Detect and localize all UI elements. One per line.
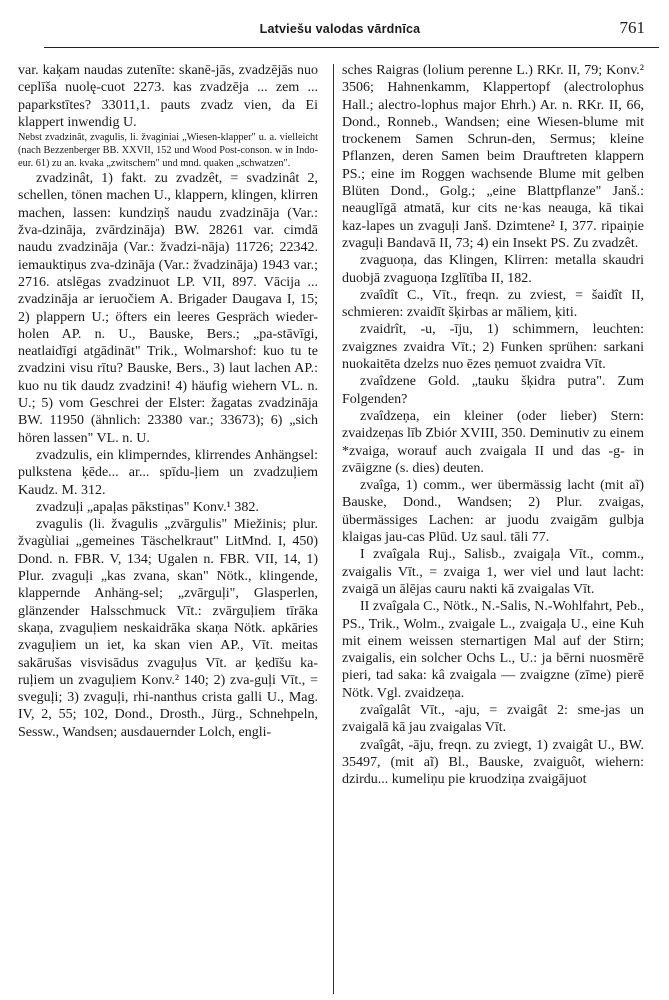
entry-paragraph: zvagulis (li. žvagulis „zvārgulis" Miežinis; plur. žvagùliai „gemeines Täschelkraut" LitMnd. I, 450) Dond. n. FBR. V, 134; Ugalen n. FBR. VII, 14, 1) Plur. zvaguļi „kas zvana, skan" Nötk., klingende, klappernde Anhäng-sel; „zvārguļi", Glasperlen, glänzender Halsschmuck Vīt.: zvārguļiem tīrāka skaņa, zvaguļiem neskaidrāka skaņa Nötk. apkāries zvaguļiem un iet, ka skan vien AP., Vīt. meitas sakārušas visvisādus zvaguļus Vīt. ar ķedīšu ka-ruļiem un zvaguļiem Konv.² 140; 2) zva-guļi Vīt., = sveguļi; 3) zvaguļi, rhi-nanthus crista galli U., Mag. IV, 2, 55; 102, Dond., Drosth., Jürg., Schnehpeln, Sessw., Wandsen; ausdauernder Lolch, engli- — [18, 517, 318, 740]
entry-paragraph: zvaîgalât Vīt., -aju, = zvaigât 2: sme-jas un zvaigalā kā jau zvaigalas Vīt. — [342, 702, 644, 736]
etymology-note: Nebst zvadzinât, zvagulis, li. žvaginiai „Wiesen-klapper" u. a. vielleicht (nach Bezzenberger BB. XXVII, 152 und Wood Post-conson. w in Indo-eur. 61) zu an. kvaka „zwitschern" und mnd. quaken „schwatzen". — [18, 132, 318, 170]
entry-paragraph: zvadzuļi „apaļas pākstiņas" Konv.¹ 382. — [36, 499, 259, 515]
entry-paragraph: II zvaîgala C., Nötk., N.-Salis, N.-Wohlfahrt, Peb., PS., Trik., Wolm., zvaigale L., zvaigaļa U., eine Kuh mit einem weissen sternartigen Mal auf der Stirn; zvaigalis, ein solcher Ochs L., U.: ja bērni nuosmērē pieri, tad saka: kâ zvaigala — zvaigzne (zīme) pierē Nötk. Vgl. zvaidzeņa. — [342, 599, 644, 701]
entry-paragraph: zvadzinât, 1) fakt. zu zvadzêt, = svadzinât 2, schellen, tönen machen U., klappern, klingen, klirren machen, lassen: kundziņš naudu zvadzināja (Var.: žva-dzināja, zvārdzināja) BW. 28261 var. cimdā naudu zvadzināja (Var.: žvadzi-nāja) 11726; 22342. iemauktiņus zva-dzināja (Var.: žvadzināja) 1943 var.; 2716. atslēgas zvadzinuot LP. VII, 897. Vācija ... zvadzināja ar ieruočiem A. Brigader Daugava I, 15; 2) plappern U.; öfters ein leeres Gespräch wieder-holen AP. n. U., Bauske, Bers.; „pa-stāvīgi, neatlaidīgi atgādināt" Trik., Wolmarshof: kuo tu te zvadzini visu rītu? Bauske, Bers., 3) laut lachen AP.: kuo nu tik daudz zvadzini! 4) häufig wiehern VL. n. U.; 5) vom Geschrei der Elster: žagatas zvadzināja BW. 11950 (ähnlich: 23380 var.; 33673); 6) „sich hören lassen" VL. n. U. — [18, 171, 318, 446]
page-number: 761 — [619, 18, 645, 37]
entry-paragraph: sches Raigras (lolium perenne L.) RKr. II, 79; Konv.² 3506; Hahnenkamm, Klappertopf (alectrolophus Hall.; alectro-lophus major Ehrh.) Ar. n. RKr. II, 66, Dond., Ronneb., Wandsen; eine Wiesen-blume mit trockenem Samen Schrun-den, Sermus; kleine Pflanzen, deren Samen beim Drauftreten klappern PS.; eine im Roggen wachsende Blume mit gelben Blüten Dond., Golg.; „eine Blattpflanze" Janš.: neauglīgā atmatā, kur cits ne·kas neauga, kā tikai kaz-lapes un zvaguļi Janš. Dzimtene² I, 377. ripaiņie zvaguļi Bandavā II, 73; 4) ein Insekt PS. Zu zvadzêt. — [342, 63, 644, 251]
entry-paragraph: I zvaîgala Ruj., Salisb., zvaigaļa Vīt., comm., zvaigalis Vīt., = zvaiga 1, wer viel und laut lacht: zvaigā un ālējas cauru nakti kā zvaigalas Vīt. — [342, 547, 644, 597]
entry-paragraph: zvaidrît, -u, -īju, 1) schimmern, leuchten: zvaigznes zvaidra Vīt.; 2) Funken sprühen: sarkani nuokaitēta dzelzs nuo ēzes ņemuot zvaidra Vīt. — [342, 322, 644, 373]
running-title: Latviešu valodas vārdnīca — [259, 22, 421, 36]
left-column — [18, 62, 318, 741]
column-divider — [333, 64, 334, 994]
entry-paragraph: zvadzulis, ein klimperndes, klirrendes Anhängsel: pulkstena ķēde... ar... spīdu-ļiem un zvadzuļiem Kaudz. M. 312. — [18, 447, 318, 498]
entry-paragraph: zvaguoņa, das Klingen, Klirren: metalla skaudri duobjā zvaguoņa Izglītība II, 182. — [342, 253, 644, 286]
entry-paragraph: zvaîgât, -āju, freqn. zu zviegt, 1) zvaigât U., BW. 35497, (mit aĩ) Bl., Bauske, zvaiguôt, wiehern: dzirdu... kumeliņu pie kruodziņa zvaigājuot — [342, 737, 644, 788]
header-rule — [44, 47, 659, 48]
entry-paragraph: var. kaķam naudas zutenīte: skanē-jās, zvadzējās nuo ceplīša nuolę-cuot 2273. kas zvadzēja ... zem ... paparkstītes? 33011,1. pauts zvadz vien, da Ei klappert inwendig U. — [18, 63, 318, 130]
entry-paragraph: zvaîdît C., Vīt., freqn. zu zviest, = šaidît II, schmieren: zvaidīt šķirbas ar māliem, ķiti. — [342, 287, 644, 321]
entry-paragraph: zvaîdzene Gold. „tauku šķidra putra". Zum Folgenden? — [342, 374, 644, 407]
right-column — [342, 62, 644, 788]
entry-paragraph: zvaîdzeņa, ein kleiner (oder lieber) Stern: zvaidzeņas līb Zbiór XVIII, 350. Deminutiv zu einem *zvaiga, worauf auch zvaigala II und das -g- in zvāigzne (s. dies) deuten. — [342, 408, 644, 476]
entry-paragraph: zvaîga, 1) comm., wer übermässig lacht (mit aĩ) Bauske, Dond., Wandsen; 2) Plur. zvaigas, übermässiges Lachen: ar juodu zvaigām gulbja klaigas jau-cas Plūd. Uz saul. tāli 77. — [342, 478, 644, 546]
